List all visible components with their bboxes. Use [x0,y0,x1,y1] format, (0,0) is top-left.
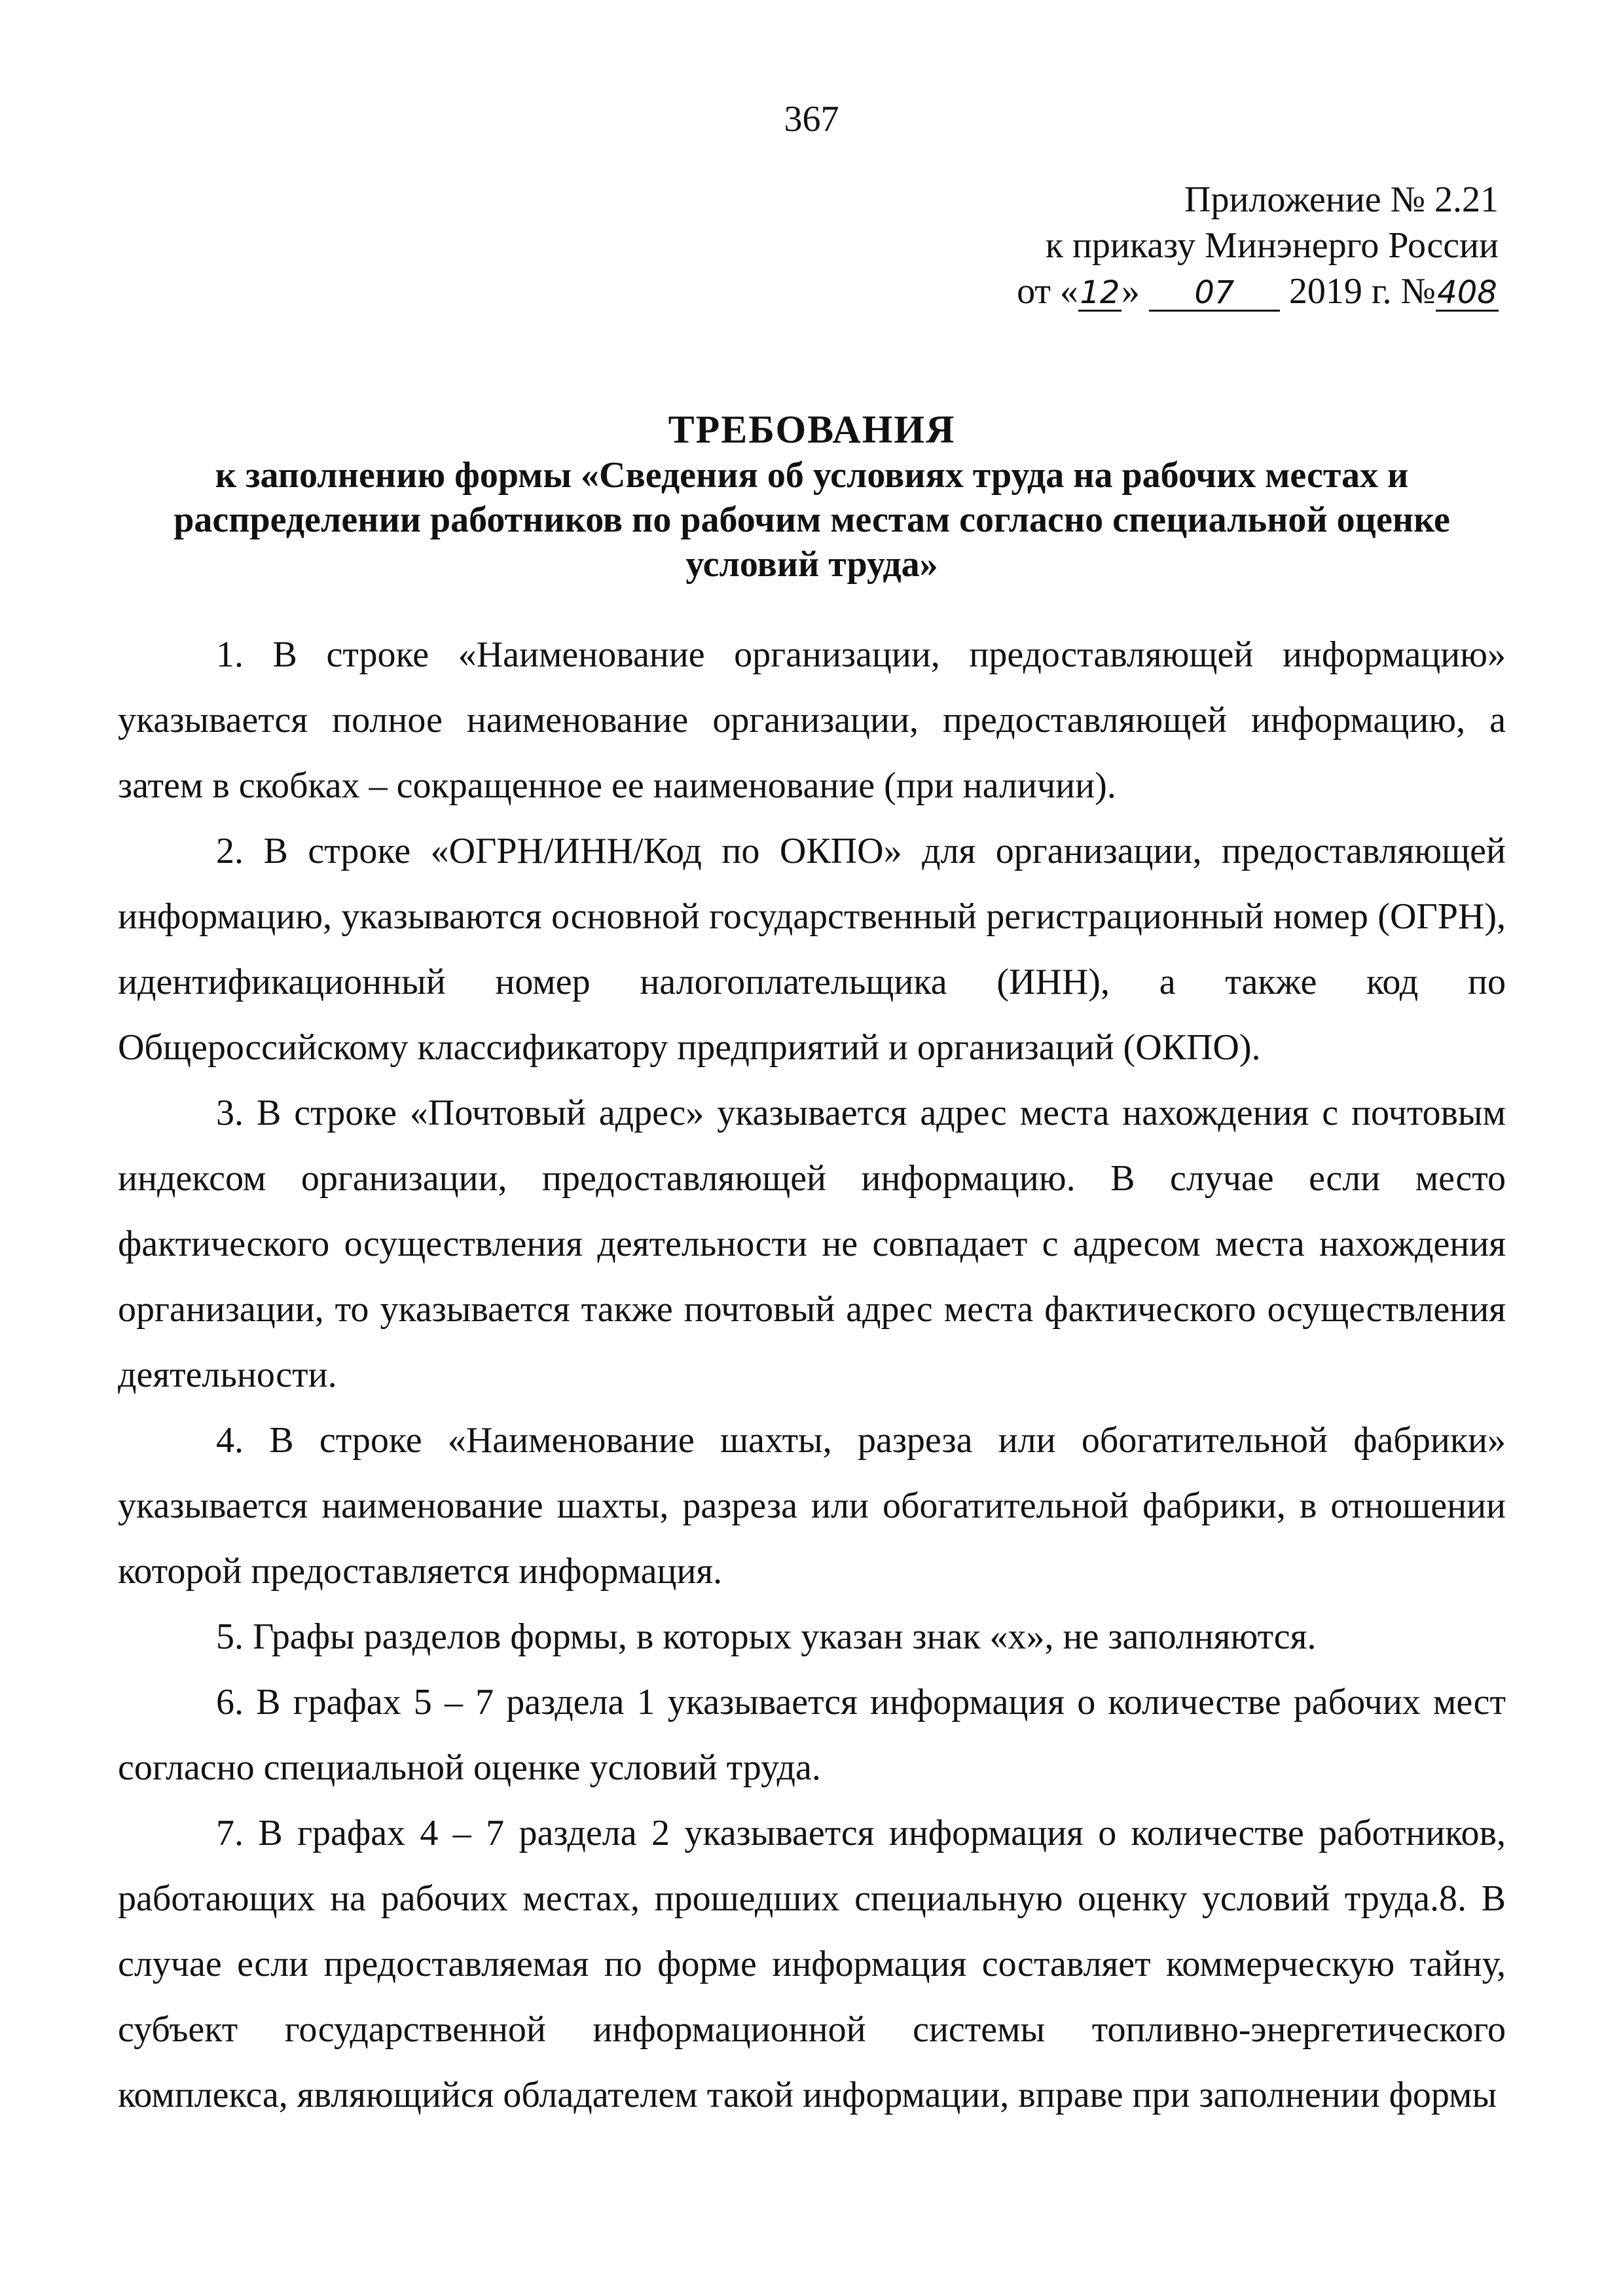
document-title: ТРЕБОВАНИЯ [668,408,956,451]
date-mid: » [1121,271,1140,312]
paragraph-3: 3. В строке «Почтовый адрес» указывается адрес места нахождения с почтовым индексом организации, предоставляющей информацию. В случае если место фактического осуществления деятельности не совпадает с адресом места нахождения организации, то указывается также почтовый адрес места фактического осуществления деятельности. [118,1093,1506,1395]
appendix-date-line [1017,268,1499,314]
date-year: 2019 г. № [1288,271,1436,312]
appendix-block [1017,177,1499,314]
paragraph-6: 6. В графах 5 – 7 раздела 1 указывается информация о количестве рабочих мест согласно специальной оценке условий труда. [118,1682,1506,1788]
paragraph-5: 5. Графы разделов формы, в которых указан знак «х», не заполняются. [216,1616,1317,1657]
paragraph-4: 4. В строке «Наименование шахты, разреза или обогатительной фабрики» указывается наименование шахты, разреза или обогатительной фабрики, в отношении которой предоставляется информация. [118,1420,1506,1592]
handwritten-order-number: 408 [1436,276,1499,312]
document-heading [118,406,1506,587]
paragraph-1: 1. В строке «Наименование организации, предоставляющей информацию» указывается полное наименование организации, предоставляющей информацию, а затем в скобках – сокращенное ее наименование (при наличии). [118,634,1506,806]
appendix-order-reference: к приказу Минэнерго России [1045,225,1499,266]
handwritten-day: 12 [1078,276,1122,312]
document-subtitle: к заполнению формы «Сведения об условиях труда на рабочих местах и распределении работников по рабочим местам согласно специальной оценке условий труда» [173,455,1450,585]
page-number: 367 [784,99,839,139]
handwritten-month: 07 [1149,276,1280,312]
document-body [118,622,1506,2128]
paragraph-2: 2. В строке «ОГРН/ИНН/Код по ОКПО» для организации, предоставляющей информацию, указываются основной государственный регистрационный номер (ОГРН), идентификационный номер налогоплательщика (ИНН), а также код по Общероссийскому классификатору предприятий и организаций (ОКПО). [118,831,1506,1068]
date-prefix: от « [1017,271,1078,312]
appendix-title: Приложение № 2.21 [1184,179,1499,220]
paragraph-7: 7. В графах 4 – 7 раздела 2 указывается информация о количестве работников, работающих на рабочих местах, прошедших специальную оценку условий труда.8. В случае если предоставляемая по форме информация составляет коммерческую тайну, субъект государственной информационной системы топливно-энергетического комплекса, являющийся обладателем такой информации, вправе при заполнении формы [118,1813,1506,2115]
